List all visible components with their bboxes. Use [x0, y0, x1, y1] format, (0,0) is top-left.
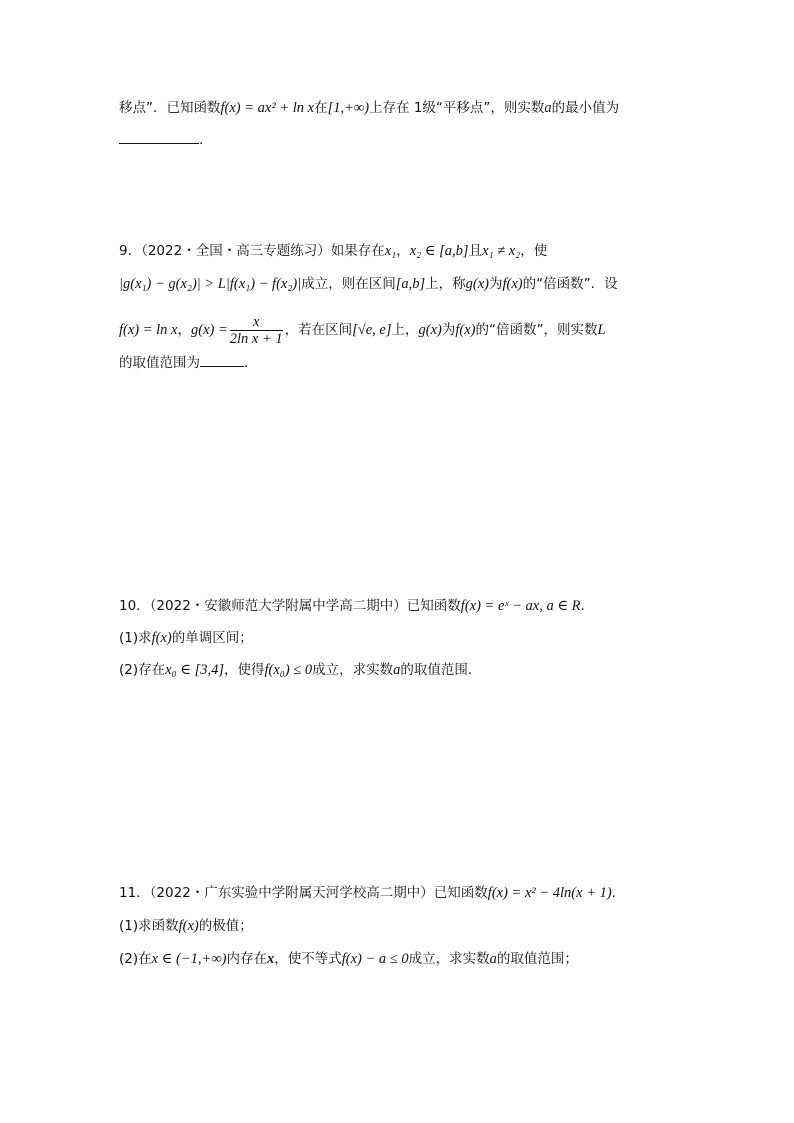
q9-line1 [119, 241, 547, 261]
q10-function: f(x) = eˣ − ax, a ∈ R [460, 598, 581, 614]
q9-wei-2: 为 [441, 322, 456, 338]
q9-g-fraction [230, 314, 283, 347]
q9-answer-blank[interactable] [200, 354, 244, 367]
q8-var-a: a [544, 100, 552, 116]
q10-p2-a-var: a [393, 662, 401, 678]
q9-interval-e: [√e, e] [352, 322, 392, 338]
q10-p2-c: 成立，求实数 [312, 662, 394, 678]
q8-text-a: 移点”．已知函数 [119, 100, 221, 116]
q9-g-numerator: x [230, 314, 283, 331]
q10-p1-b: 的单调区间； [171, 630, 253, 646]
q9-L: L [597, 322, 606, 338]
q11-number: 11． [119, 885, 150, 901]
q9-x2-in: x₂ ∈ [a,b] [409, 243, 469, 259]
q9-gx: g(x) [465, 276, 489, 292]
q8-text-b: 在 [314, 100, 328, 116]
q11-p2-d: 成立，求实数 [408, 951, 490, 967]
q11-p2-a-var: a [489, 951, 497, 967]
q9-sep: ， [396, 243, 410, 259]
q11-p1-a: (1)求函数 [119, 918, 179, 934]
q11-p1-b: 的极值； [198, 918, 253, 934]
q11-p2-e: 的取值范围； [496, 951, 578, 967]
q11-p2-c: ，使不等式 [274, 951, 342, 967]
q10-part1 [119, 628, 253, 648]
q9-text-a: 如果存在 [330, 243, 385, 259]
q8-interval: [1,+∞) [327, 100, 370, 116]
q8-line1 [119, 98, 619, 118]
q9-gx-2: g(x) [418, 322, 442, 338]
q10-end: ． [580, 598, 595, 614]
q9-number: 9． [119, 243, 142, 259]
q11-line1 [119, 883, 625, 903]
q9-source: （2022・全国・高三专题练习） [141, 243, 331, 259]
q9-text-g: 上， [391, 322, 419, 338]
q9-g-denominator: 2ln x + 1 [229, 330, 283, 347]
q8-answer-blank[interactable] [119, 131, 199, 144]
q11-p2-ineq: f(x) − a ≤ 0 [341, 951, 409, 967]
q9-neq: x₁ ≠ x₂ [482, 243, 521, 259]
q11-part2 [119, 949, 578, 969]
q11-source: （2022・广东实验中学附属天河学校高二期中） [149, 885, 434, 901]
q9-and: 且 [468, 243, 483, 259]
q9-end: ． [244, 355, 258, 371]
q10-p2-ineq: f(x₀) ≤ 0 [264, 662, 313, 678]
q9-interval-ab: [a,b] [395, 276, 426, 292]
q8-text-d: 的最小值为 [551, 100, 620, 116]
q9-x1: x₁ [384, 243, 397, 259]
q10-p2-x0: x₀ ∈ [3,4] [165, 662, 224, 678]
q10-source: （2022・安徽师范大学附属中学高二期中） [149, 598, 407, 614]
q11-p2-b: 内存在 [226, 951, 267, 967]
q10-p2-d: 的取值范围． [400, 662, 482, 678]
q9-comma: ， [177, 322, 191, 338]
q9-text-d: 上，称 [425, 276, 466, 292]
q9-text-c: 成立，则在区间 [301, 276, 396, 292]
q11-end: ． [611, 885, 626, 901]
q11-function: f(x) = x² − 4ln(x + 1) [487, 885, 612, 901]
q8-line2 [119, 130, 203, 150]
q9-fx: f(x) [502, 276, 523, 292]
q9-text-f: ，若在区间 [284, 322, 353, 338]
q9-wei: 为 [488, 276, 503, 292]
q10-line1 [119, 596, 594, 616]
q9-inequality: |g(x₁) − g(x₂)| > L|f(x₁) − f(x₂)| [119, 276, 302, 292]
q10-p1-fx: f(x) [151, 630, 172, 646]
q11-text-a: 已知函数 [433, 885, 488, 901]
q9-g-lhs: g(x) = [191, 322, 228, 338]
q9-text-h: 的“倍函数”，则实数 [475, 322, 598, 338]
q9-f-def: f(x) = ln x [119, 322, 178, 338]
q10-number: 10． [119, 598, 150, 614]
q11-p2-x: x ∈ (−1,+∞) [151, 951, 227, 967]
q9-text-i: 的取值范围为 [119, 355, 200, 371]
q9-line2 [119, 274, 618, 294]
q9-line3 [119, 312, 606, 348]
q11-p2-xvar: x [266, 951, 275, 967]
q10-p2-a: (2)存在 [119, 662, 166, 678]
q11-p1-fx: f(x) [178, 918, 199, 934]
q8-end: . [199, 132, 204, 148]
q9-text-b: ，使 [520, 243, 548, 259]
q10-part2 [119, 660, 481, 680]
q11-part1 [119, 916, 253, 936]
q11-p2-a: (2)在 [119, 951, 152, 967]
q10-text-a: 已知函数 [406, 598, 461, 614]
q10-p1-a: (1)求 [119, 630, 152, 646]
q10-p2-b: ，使得 [224, 662, 265, 678]
q9-text-e: 的“倍函数”．设 [522, 276, 618, 292]
q8-text-c: 上存在 1级“平移点”，则实数 [369, 100, 545, 116]
q9-line4 [119, 353, 258, 373]
q9-fx-2: f(x) [455, 322, 476, 338]
q8-function: f(x) = ax² + ln x [220, 100, 315, 116]
